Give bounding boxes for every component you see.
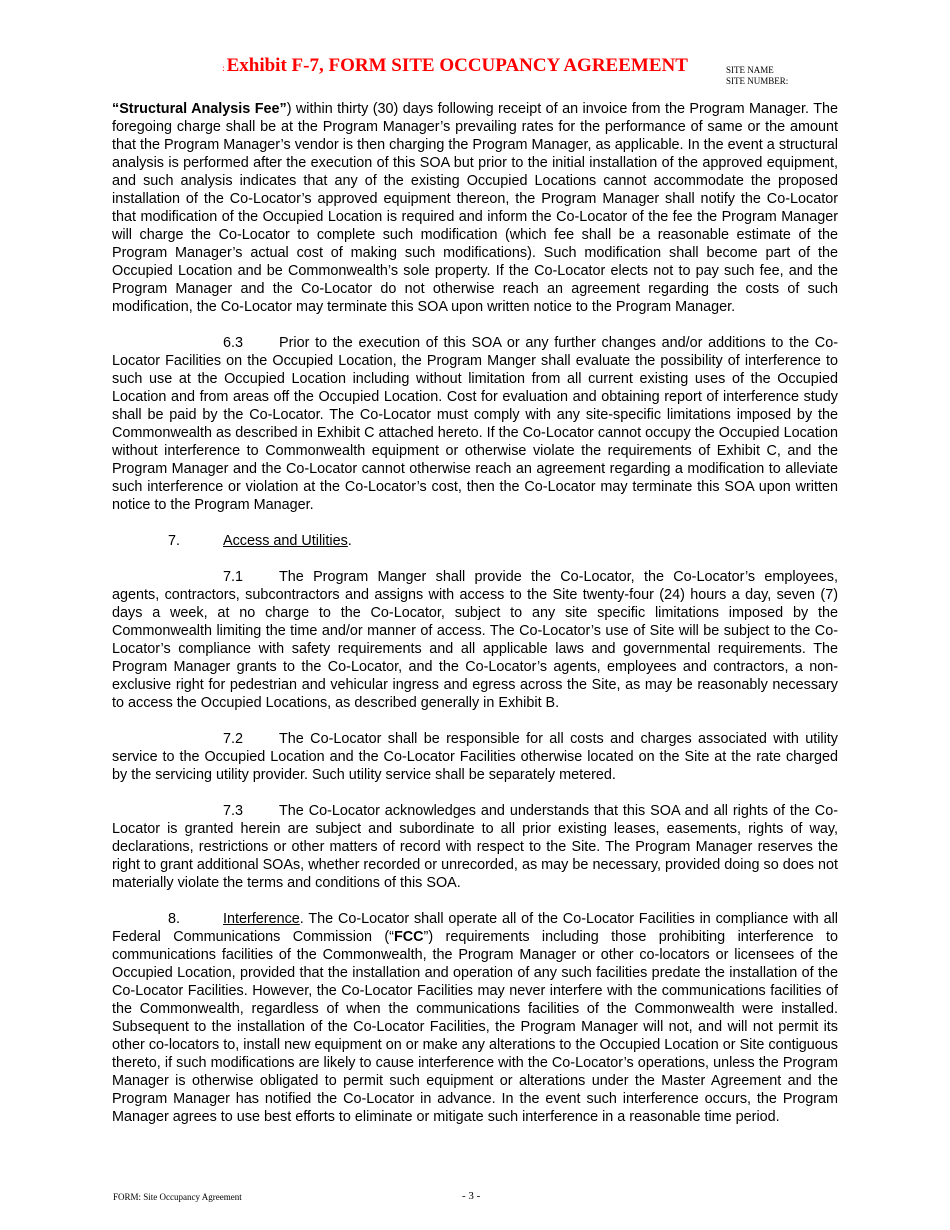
section-7-period: .: [347, 533, 352, 549]
section-7-2: [112, 730, 838, 784]
section-6-3-text: Prior to the execution of this SOA or any further changes and/or additions to the Co-Locator Facilities on the Occupied Location, the Program Manger shall evaluate the possibility of interference to such use at the Occupied Location including without limitation from all current existing uses of the Occupied Location and from areas off the Occupied Location. Cost for evaluation and obtaining report of interference study shall be paid by the Co-Locator. The Co-Locator must comply with any site-specific limitations imposed by the Commonwealth as described in Exhibit C attached hereto. If the Co-Locator cannot occupy the Occupied Location without interference to Commonwealth equipment or otherwise violate the requirements of Exhibit C, and the Program Manager and the Co-Locator cannot otherwise reach an agreement regarding a modification to alleviate such interference or violation at the Co-Locator’s cost, then the Co-Locator may terminate this SOA upon written notice to the Program Manager.: [112, 335, 838, 513]
footer-form-label: FORM: Site Occupancy Agreement: [113, 1192, 242, 1202]
section-7-3-number: 7.3: [223, 803, 244, 819]
exhibit-title-text: Exhibit F-7, FORM SITE OCCUPANCY AGREEMENT: [226, 55, 688, 76]
section-6-3: [112, 334, 838, 514]
section-7-2-text: The Co-Locator shall be responsible for all costs and charges associated with utility service to the Occupied Location and the Co-Locator Facilities otherwise located on the Site at the rate charged by the servicing utility provider. Such utility service shall be separately metered.: [112, 731, 838, 783]
site-number-label: SITE NUMBER:: [726, 76, 789, 86]
section-8-number: 8.: [168, 911, 181, 927]
footer-page-number: - 3 -: [462, 1190, 481, 1202]
section-6-3-number: 6.3: [223, 335, 244, 351]
section-7-heading: [112, 532, 838, 550]
section-7-1: [112, 568, 838, 712]
section-7-title: Access and Utilities: [223, 533, 348, 549]
site-name-label: SITE NAME: [726, 65, 774, 75]
document-body: [112, 100, 838, 1126]
section-7-3: [112, 802, 838, 892]
section-7-1-number: 7.1: [223, 569, 244, 585]
section-8-text-b: ”) requirements including those prohibiting interference to communications facilities of the Commonwealth, the Program Manager or other co-locators or licensees of the Occupied Location, provided that the installation and operation of any such facilities predate the installation of the Co-Locator Facilities. However, the Co-Locator Facilities may never interfere with the communications facilities of the Commonwealth, regardless of when the communications facilities of the Commonwealth were installed. Subsequent to the installation of the Co-Locator Facilities, the Program Manager will not, and will not permit its other co-locators to, install new equipment on or make any alterations to the Occupied Location or Site contiguous thereto, if such modifications are likely to cause interference with the Co-Locator’s operations, unless the Program Manager is otherwise obligated to permit such equipment or alterations under the Master Agreement and the Program Manager has notified the Co-Locator in advance. In the event such interference occurs, the Program Manager agrees to use best efforts to eliminate or mitigate such interference in a reasonable time period.: [112, 929, 838, 1125]
section-7-number: 7.: [168, 533, 181, 549]
section-7-2-number: 7.2: [223, 731, 244, 747]
section-8-text-a: . The Co-Locator shall operate all of the Co-Locator Facilities in compliance with all Federal Communications Commission (“: [112, 911, 838, 945]
title-mark: :: [222, 63, 225, 73]
section-7-1-text: The Program Manger shall provide the Co-Locator, the Co-Locator’s employees, agents, contractors, subcontractors and assigns with access to the Site twenty-four (24) hours a day, seven (7) days a week, at no charge to the Co-Locator, subject to any site specific limitations imposed by the Commonwealth limiting the time and/or manner of access. The Co-Locator’s use of Site will be subject to the Co-Locator’s compliance with safety requirements and all applicable laws and governmental requirements. The Program Manager grants to the Co-Locator, and the Co-Locator’s agents, employees and contractors, a non-exclusive right for pedestrian and vehicular ingress and egress across the Site, as may be reasonably necessary to access the Occupied Locations, as described generally in Exhibit B.: [112, 569, 838, 711]
paragraph-structural-analysis-text: ) within thirty (30) days following receipt of an invoice from the Program Manager. The foregoing charge shall be at the Program Manager’s prevailing rates for the performance of same or the amount that the Program Manager’s vendor is then charging the Program Manager, as applicable. In the event a structural analysis is performed after the execution of this SOA but prior to the initial installation of the approved equipment, and such analysis indicates that any of the existing Occupied Locations cannot accommodate the proposed installation of the Co-Locator’s approved equipment thereon, the Program Manager shall notify the Co-Locator that modification of the Occupied Location is required and inform the Co-Locator of the fee the Program Manager will charge the Co-Locator to complete such modification (which fee shall be a reasonable estimate of the Program Manager’s actual cost of making such modifications). Such modification shall become part of the Occupied Location and be Commonwealth’s sole property. If the Co-Locator elects not to pay such fee, and the Program Manager and the Co-Locator do not otherwise reach an agreement regarding the costs of such modification, the Co-Locator may terminate this SOA upon written notice to the Program Manager.: [112, 101, 838, 315]
site-info: [726, 65, 788, 87]
structural-analysis-fee-term: “Structural Analysis Fee”: [112, 101, 287, 117]
section-8-title: Interference: [223, 911, 300, 927]
fcc-term: FCC: [393, 929, 424, 945]
section-7-3-text: The Co-Locator acknowledges and understands that this SOA and all rights of the Co-Locator is granted herein are subject and subordinate to all prior existing leases, easements, rights of way, declarations, restrictions or other matters of record with respect to the Site. The Program Manager reserves the right to grant additional SOAs, whether recorded or unrecorded, as may be necessary, provided doing so does not materially violate the terms and conditions of this SOA.: [112, 803, 838, 891]
section-8: [112, 910, 838, 1126]
paragraph-structural-analysis: [112, 100, 838, 316]
